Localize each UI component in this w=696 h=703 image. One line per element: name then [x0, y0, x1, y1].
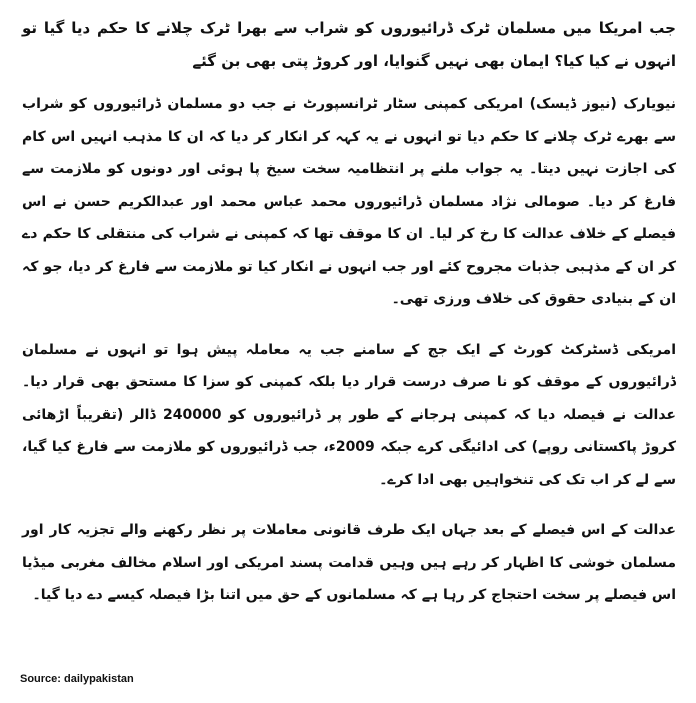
source-credit: Source: dailypakistan — [20, 673, 134, 685]
article-headline: جب امریکا میں مسلمان ٹرک ڈرائیوروں کو شراب سے بھرا ٹرک چلانے کا حکم دیا گیا تو انہوں نے کیا کیا؟ ایمان بھی نہیں گنوایا، اور کروڑ پتی بھی بن گئے — [22, 19, 676, 70]
article-paragraph-2: امریکی ڈسٹرکٹ کورٹ کے ایک جج کے سامنے جب یہ معاملہ پیش ہوا تو انہوں نے مسلمان ڈرائیوروں کے موقف کو نا صرف درست قرار دیا بلکہ کمپنی کو سزا کا مستحق بھی قرار دیا۔ عدالت نے فیصلہ دیا کہ کمپنی ہرجانے کے طور پر ڈرائیوروں کو 240000 ڈالر (تقریباً اڑھائی کروڑ پاکستانی روپے) کی ادائیگی کرے جبکہ 2009ء، جب ڈرائیوروں کو ملازمت سے فارغ کیا گیا، سے لے کر اب تک کی تنخواہیں بھی ادا کرے۔ — [22, 341, 676, 488]
article-paragraph-1: نیویارک (نیوز ڈیسک) امریکی کمپنی سٹار ٹرانسپورٹ نے جب دو مسلمان ڈرائیوروں کو شراب سے بھرے ٹرک چلانے کا حکم دیا تو انہوں نے یہ کہہ کر انکار کر دیا کہ ان کا مذہب انہیں اس کام کی اجازت نہیں دیتا۔ یہ جواب ملنے پر انتظامیہ سخت سیخ پا ہوئی اور دونوں کو ملازمت سے فارغ کر دیا۔ صومالی نژاد مسلمان ڈرائیوروں محمد عباس محمد اور عبدالکریم حسن نے اس فیصلے کے خلاف عدالت کا رخ کر لیا۔ ان کا موقف تھا کہ کمپنی نے شراب کی منتقلی کا حکم دے کر ان کے مذہبی جذبات مجروح کئے اور جب انہوں نے انکار کیا تو ملازمت سے فارغ کر دیا، جو کہ ان کے بنیادی حقوق کی خلاف ورزی تھی۔ — [22, 96, 676, 307]
article-paragraph-3: عدالت کے اس فیصلے کے بعد جہاں ایک طرف قانونی معاملات پر نظر رکھنے والے تجزیہ کار اور مسلمان خوشی کا اظہار کر رہے ہیں وہیں قدامت پسند امریکی اور اسلام مخالف مغربی میڈیا اس فیصلے پر سخت احتجاج کر رہا ہے کہ مسلمانوں کے حق میں اتنا بڑا فیصلہ کیسے دے دیا گیا۔ — [22, 522, 676, 603]
